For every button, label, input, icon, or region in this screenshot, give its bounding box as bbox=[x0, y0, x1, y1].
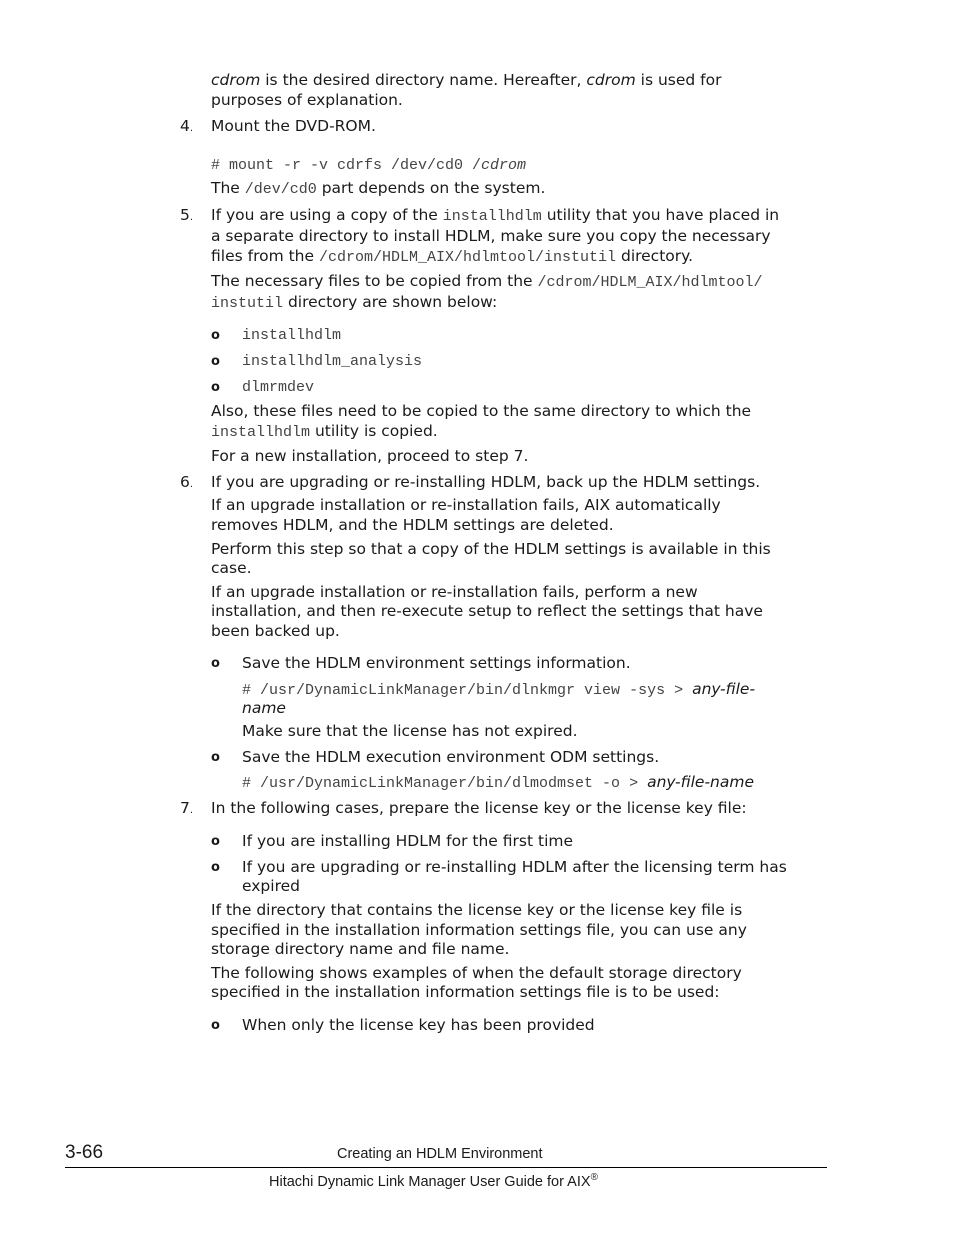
step-5-line-2: a separate directory to install HDLM, make sure you copy the necessary bbox=[211, 227, 771, 245]
step-6-p1-l1: If an upgrade installation or re-installation fails, AIX automatically bbox=[211, 496, 721, 514]
step-6-bullet-1: Save the HDLM environment settings information. bbox=[242, 654, 631, 672]
chapter-title: Creating an HDLM Environment bbox=[337, 1146, 543, 1162]
step-6-p1-l2: removes HDLM, and the HDLM settings are deleted. bbox=[211, 516, 614, 534]
step-5-line-1: If you are using a copy of the installhdlm utility that you have placed in bbox=[211, 206, 780, 225]
step-4-note: The /dev/cd0 part depends on the system. bbox=[211, 179, 546, 198]
step-7-p1-l3: storage directory name and file name. bbox=[211, 940, 510, 958]
guide-title: Hitachi Dynamic Link Manager User Guide for AIX® bbox=[269, 1172, 598, 1190]
step-4-command: # mount -r -v cdrfs /dev/cd0 /cdrom bbox=[211, 157, 527, 174]
bullet: o bbox=[211, 860, 220, 875]
file-item: installhdlm_analysis bbox=[242, 353, 423, 370]
step-5-files-intro-2: instutil directory are shown below: bbox=[211, 293, 498, 312]
step-7-p1-l2: specified in the installation information settings file, you can use any bbox=[211, 921, 747, 939]
step-7-bullet-1: If you are installing HDLM for the first time bbox=[242, 832, 574, 850]
step-7-p2-l2: specified in the installation information settings file is to be used: bbox=[211, 983, 720, 1001]
step-7-bullet-2-l2: expired bbox=[242, 877, 300, 895]
step-4-number: 4. bbox=[180, 117, 194, 135]
step-7-p1-l1: If the directory that contains the license key or the license key file is bbox=[211, 901, 743, 919]
step-6-bullet-1-note: Make sure that the license has not expired. bbox=[242, 722, 578, 740]
step-5-number: 5. bbox=[180, 206, 194, 224]
step-5-line-3: files from the /cdrom/HDLM_AIX/hdlmtool/instutil directory. bbox=[211, 247, 694, 266]
step-6-bullet-1-command: # /usr/DynamicLinkManager/bin/dlnkmgr view -sys > any-file- bbox=[242, 680, 756, 699]
step-6-p3-l3: been backed up. bbox=[211, 622, 340, 640]
step-4-text: Mount the DVD-ROM. bbox=[211, 117, 376, 135]
step-5-para-3-line-1: Also, these files need to be copied to the same directory to which the bbox=[211, 402, 752, 420]
bullet: o bbox=[211, 1018, 220, 1033]
step-7-p2-l1: The following shows examples of when the default storage directory bbox=[211, 964, 742, 982]
step-6-p3-l1: If an upgrade installation or re-installation fails, perform a new bbox=[211, 583, 698, 601]
step-6-bullet-1-command-cont: name bbox=[242, 699, 286, 717]
intro-line-1: cdrom is the desired directory name. Hereafter, cdrom is used for bbox=[211, 71, 722, 89]
bullet: o bbox=[211, 354, 220, 369]
bullet: o bbox=[211, 656, 220, 671]
step-7-number: 7. bbox=[180, 799, 194, 817]
file-item: installhdlm bbox=[242, 327, 342, 344]
step-5-para-4: For a new installation, proceed to step 7. bbox=[211, 447, 529, 465]
step-5-files-intro-1: The necessary files to be copied from the /cdrom/HDLM_AIX/hdlmtool/ bbox=[211, 272, 763, 291]
step-6-p2-l1: Perform this step so that a copy of the HDLM settings is available in this bbox=[211, 540, 771, 558]
bullet: o bbox=[211, 328, 220, 343]
bullet: o bbox=[211, 750, 220, 765]
intro-line-2: purposes of explanation. bbox=[211, 91, 403, 109]
step-5-para-3-line-2: installhdlm utility is copied. bbox=[211, 422, 438, 441]
page-number: 3-66 bbox=[65, 1142, 104, 1163]
step-6-p3-l2: installation, and then re-execute setup to reflect the settings that have bbox=[211, 602, 763, 620]
step-6-bullet-2: Save the HDLM execution environment ODM settings. bbox=[242, 748, 660, 766]
bullet: o bbox=[211, 380, 220, 395]
step-7-text: In the following cases, prepare the license key or the license key file: bbox=[211, 799, 747, 817]
step-6-text: If you are upgrading or re-installing HDLM, back up the HDLM settings. bbox=[211, 473, 761, 491]
step-7-bullet-2-l1: If you are upgrading or re-installing HDLM after the licensing term has bbox=[242, 858, 787, 876]
footer-rule bbox=[65, 1167, 827, 1168]
step-7-bullet-3: When only the license key has been provided bbox=[242, 1016, 595, 1034]
step-6-p2-l2: case. bbox=[211, 559, 252, 577]
step-6-bullet-2-command: # /usr/DynamicLinkManager/bin/dlmodmset -o > any-file-name bbox=[242, 773, 755, 792]
bullet: o bbox=[211, 834, 220, 849]
step-6-number: 6. bbox=[180, 473, 194, 491]
file-item: dlmrmdev bbox=[242, 379, 315, 396]
